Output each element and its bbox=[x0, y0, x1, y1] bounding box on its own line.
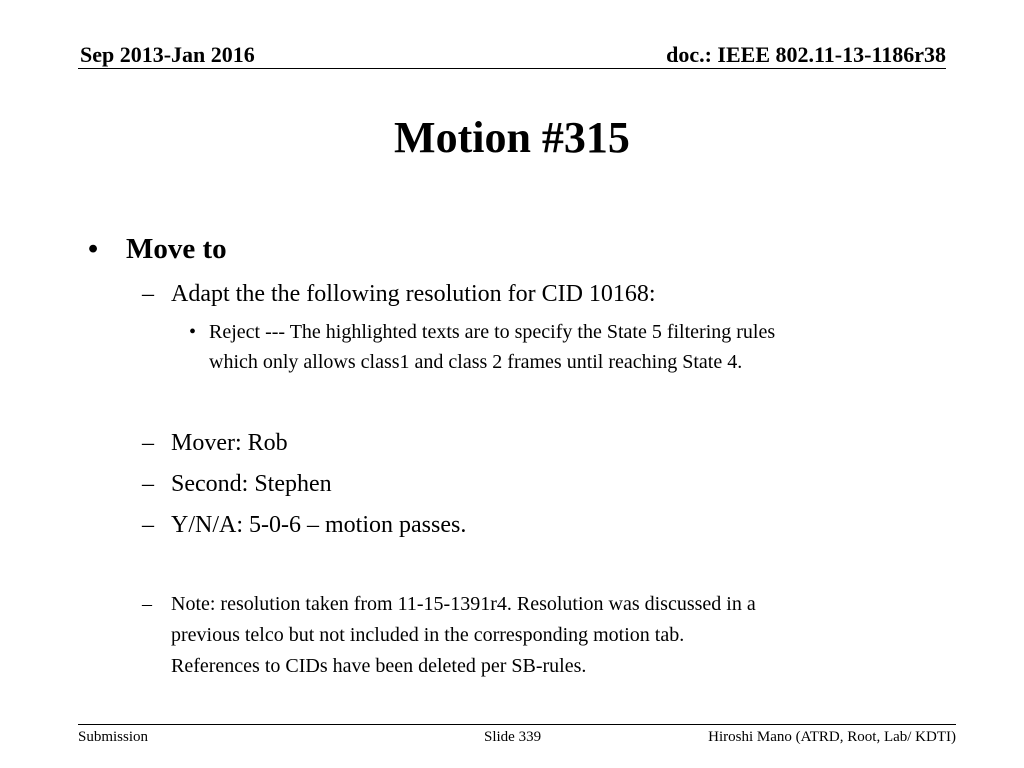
bullet-reject: • bbox=[189, 321, 197, 343]
footer-slide-number: Slide 339 bbox=[484, 729, 542, 745]
dash-mover: – bbox=[142, 430, 154, 456]
note-text-line-3: References to CIDs have been deleted per SB-rules. bbox=[171, 655, 587, 677]
dash-adapt: – bbox=[142, 281, 154, 307]
reject-text-line-1: Reject --- The highlighted texts are to specify the State 5 filtering rules bbox=[209, 321, 776, 343]
dash-note: – bbox=[142, 593, 152, 615]
move-to-text: Move to bbox=[126, 233, 227, 265]
dash-second: – bbox=[142, 471, 154, 497]
reject-text-line-2: which only allows class1 and class 2 frames until reaching State 4. bbox=[209, 351, 743, 373]
mover-text: Mover: Rob bbox=[171, 430, 288, 456]
footer-submission: Submission bbox=[78, 729, 149, 745]
adapt-text: Adapt the the following resolution for CID 10168: bbox=[171, 281, 656, 307]
note-text-line-2: previous telco but not included in the corresponding motion tab. bbox=[171, 624, 685, 646]
slide-title: Motion #315 bbox=[394, 113, 630, 162]
second-text: Second: Stephen bbox=[171, 471, 332, 497]
footer-divider bbox=[78, 724, 956, 725]
dash-vote: – bbox=[142, 512, 154, 538]
bullet-move-to: • bbox=[88, 233, 99, 265]
header-divider bbox=[78, 68, 946, 69]
footer-author: Hiroshi Mano (ATRD, Root, Lab/ KDTI) bbox=[708, 729, 956, 745]
note-text-line-1: Note: resolution taken from 11-15-1391r4. Resolution was discussed in a bbox=[171, 593, 756, 615]
vote-result-text: Y/N/A: 5-0-6 – motion passes. bbox=[171, 512, 467, 538]
header-doc-id: doc.: IEEE 802.11-13-1186r38 bbox=[666, 42, 946, 67]
header-date-range: Sep 2013-Jan 2016 bbox=[80, 42, 255, 67]
